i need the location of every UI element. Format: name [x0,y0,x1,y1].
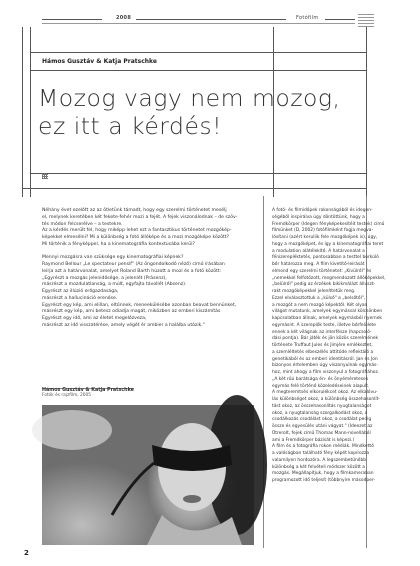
right-column-line: össze és egyesülés utáni vágyat." (Ideezet az [272,424,373,429]
right-column-line: ségéből inspirálva úgy döntöttünk, hogy a [272,214,365,220]
header-year: 2008 [116,15,132,21]
right-column-line: tást okoz, az összehasonlítás nyugtalanságot [272,403,372,409]
right-column-line: valamilyen hordozóra. A legszembetűnőbb [272,457,367,463]
right-column-line: bizonyos értelemben úgy viszonyulnak egymás- [272,363,378,369]
left-column-line: Raymond Bellour „Le spectateur pensif" (Az öngondolkodó néző) című írásában [42,262,225,267]
right-column-line: programozott idő teljesít (többnyire másodper- [272,478,375,483]
title-line-2: ez itt a kérdés! [38,112,223,140]
frame-rule-title-top [30,70,366,71]
article-title [38,84,341,140]
blindfolded-woman-photo [42,405,254,545]
frame-rule-title-bottom [30,173,366,174]
caption-authors: Hámos Gusztáv & Katja Pratschke [42,388,134,393]
frame-grid-mark [42,173,48,179]
frame-rule-authors [30,52,366,53]
right-column-line: a mozgót a nem mozgó képektől. Két olyan [272,302,368,308]
left-column-line: képekkel elmesélni? Mi a különbség a fotó állóképe és a mozi mozgóképe között? [42,235,230,240]
right-column-line: a valóságban található fény képét kopírozza [272,451,370,456]
right-column-line: egymásnt. A szereplők teste, illetve bőrfelülete [272,322,376,328]
left-column-line: tés módon felcserélve – a testekre. [42,221,123,227]
right-column-line: Ezzel elválasztottuk a „külső" a „belsőtől", [272,295,366,301]
right-column-line: ami a Fremdkörper bázisát is képezi.) [272,437,355,443]
left-column-line: el, melynek keretében két fekete-fehér mozi a fejét. A fejek viszonálodnak – de szöv- [42,214,238,220]
right-column-line: A megteremtsés elkorulékcet okoz. Az elkalóvu- [272,390,378,396]
left-column-line: Az a kérdés merült fel, hogy miképp lehet ezt a fantasztikus történetet mozgókép- [42,228,232,234]
right-column-line: Ütrerolt, fejek című Thomas Mann-novellából [272,430,371,436]
right-column-line: mozgás. Megállapítjuk, hogy a filmkameraban [272,471,374,477]
right-column-line: világot mutatunk, amelyek egymással kölcsönben [272,309,383,315]
right-column-line: okoz, a nyugtalanság szorgalkodást okoz, a [272,410,368,416]
right-column-line: lás különbséget okoz, a különbség összehasonlít- [272,397,380,402]
right-column-line: A fotó- és filmidőpek rokonságából és idegen- [272,208,373,213]
photo-caption [42,388,134,398]
page-number: 2 [24,549,29,557]
header-rule-right [325,19,355,20]
right-column-line: lósítani (azért keruliik fele mozgóképek is), úgy, [272,235,378,240]
right-column-line: Fremdkörper (Idegen fényképekesítéit testek) című [272,221,385,227]
right-column-text [272,208,386,485]
header-rule-mid [136,19,286,20]
right-column-line: története Truffaut Jules és Jimjére emlékeztet, [272,343,373,348]
left-column-text [42,208,260,330]
left-column-line: Mi történik a fényképpel, ha a kinematográfia kontextusába kerül? [42,241,195,247]
right-column-line: „A két rűú barátsága én- és önyéméretesek [272,376,369,382]
right-column-line: fénizerepléktetés, pontosabban a testtel borkúló [272,255,379,261]
right-column-line: A film és a fotográfia rokon médiák. Mindkettő [272,444,374,450]
right-column-line: kapcsolatban állnak, amelyek egymásból nyernek [272,316,382,321]
right-column-line: ennek a két világnak az interfésze (hapcsoló- [272,329,372,335]
right-column-line: különbség a két felvételi módszer között a [272,464,365,470]
right-column-line: dási pontja). Bár játék és jön közös szerelmének [272,336,379,342]
right-column-line: genetikából és az emberi identitásról. Jan és Jon [272,356,378,362]
left-column-line: másrészt a mozdulatlanság, a múlt, egyfajta távollét (Absenz). [42,282,187,288]
right-column-line: rakt mozgóképekkel jeleníttetük meg. [272,289,356,294]
frame-far-right-line [366,27,367,197]
corner-stripes [358,13,374,27]
caption-subtitle: Fotók és rajzfilm, 2005 [42,393,91,398]
left-column-line: „Egyrészt a mozgás jelenidősége, a jelenlét (Präsenz), [42,275,167,281]
right-column-line: „belülről" pedig az érzékek bikikmálázt álluszt- [272,282,376,288]
right-column-line: hoz, mint ahogy a film viszonyul a fotográfiához. [272,370,380,375]
left-column-line: leírja azt a határvonalat, amelyet Roland Barth húzott a mozi és a fotó között: [42,268,222,274]
frame-left-line [22,27,23,197]
left-column-line: másrészt egy kép, ami betesz odiadja magát, miközben az emberi kiszámítás [42,309,221,315]
left-column-line: Egyrészt az illúzió erőgazdasága, [42,289,119,294]
photo-figure-svg [42,405,254,545]
frame-rule-bottom [22,188,366,189]
right-column-line: elmond egy szerelmi történetet: „Kívülről" és [272,268,372,274]
right-column-line: hogy a mozgóképet, és így a kínematográfiai teret [272,241,384,247]
left-column-line: Egyrészt egy kép, ami elillan, eltűnnek, meneekülésébe azonban beavat bennünket, [42,302,237,308]
left-column-line: Néhány évet ezelőtt az az ötletünk támadt, hogy egy szerelmi történetet mesélj [42,208,227,213]
article-authors: Hámos Gusztáv & Katja Pratschke [42,58,157,65]
left-column-line: másrészt az idő visszatérése, amely végét ér ambier a halálba utózik." [42,322,205,328]
right-column-line: csodálkozás csodálást okoz, a csodálat pedig [272,417,372,423]
header-rule-left [42,19,102,20]
right-column-line: egymás felé történő közeledéseinek alapult. [272,383,370,389]
right-column-line: filmünket (D, 2002) fotófilmként fogja megva- [272,228,374,234]
right-column-line: „nemekkel felfotózott, megmendozott állóképekkel, [272,275,386,281]
header-rule-double [42,23,355,24]
right-column-line: a szemléltetés elbeszélés attitűde reflektáló a [272,349,374,355]
title-line-1: Mozog vagy nem mozog, [38,84,341,112]
left-column-line: Mennyi mozgásra van szüksége egy kinematográfiai képnek? [42,255,184,261]
right-column-line: bőr határozza meg. A film kivetítő-leírását [272,262,365,267]
left-column-line: másrészt a hallucináció erenőse. [42,295,118,301]
header-magazine: Fotófilm [296,15,319,21]
right-column-line: a modulation alátélekítő. A határvonalat a [272,248,365,254]
left-column-line: Egyrészt egy idő, ami az életet megelőzveza, [42,316,147,321]
